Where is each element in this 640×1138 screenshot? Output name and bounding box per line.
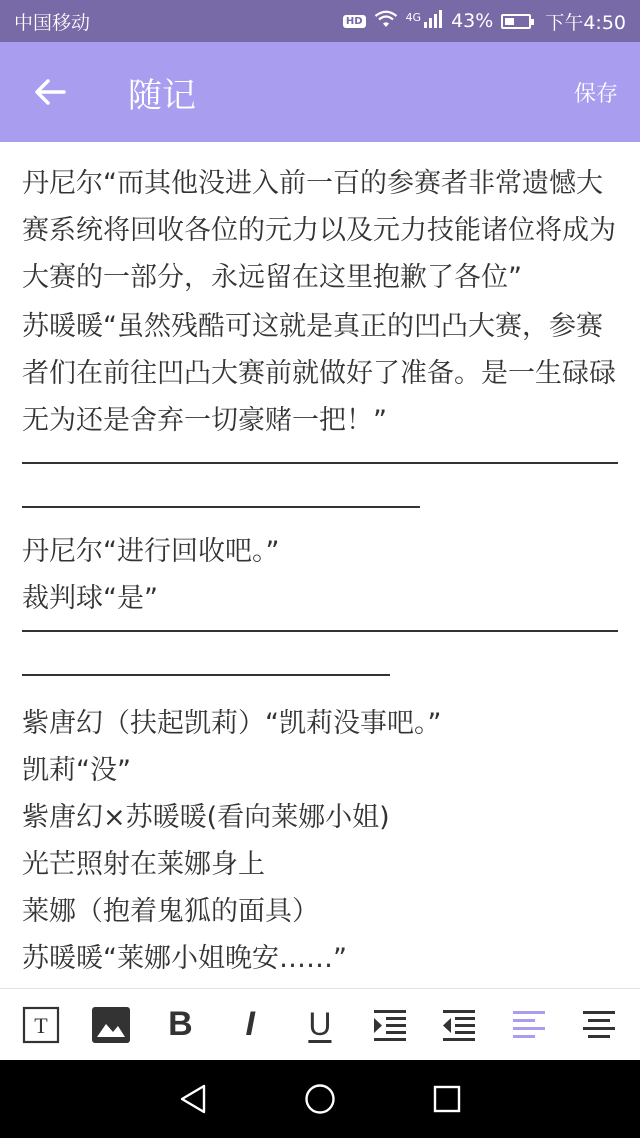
svg-text:T: T — [34, 1012, 48, 1038]
line-5: 紫唐幻（扶起凯莉）“凯莉没事吧。” — [22, 708, 442, 739]
align-left-icon — [512, 1010, 546, 1040]
indent-decrease-button[interactable] — [437, 1003, 481, 1047]
divider — [22, 630, 618, 632]
signal-icon — [423, 10, 443, 33]
image-icon — [91, 1006, 131, 1044]
bold-button[interactable] — [158, 1003, 202, 1047]
text-box-icon — [22, 1006, 60, 1044]
underline-button[interactable] — [298, 1003, 342, 1047]
save-button[interactable]: 保存 — [573, 81, 618, 107]
format-toolbar — [0, 988, 640, 1060]
system-nav-bar — [0, 1060, 640, 1138]
bold-icon: B — [168, 1005, 193, 1043]
indent-decrease-icon — [441, 1008, 477, 1042]
align-left-button[interactable] — [507, 1003, 551, 1047]
network-type-label: 4G — [405, 10, 422, 24]
italic-button[interactable] — [228, 1003, 272, 1047]
nav-home-button[interactable] — [295, 1074, 345, 1124]
triangle-back-icon — [178, 1083, 208, 1115]
carrier-label: 中国移动 — [14, 11, 91, 34]
indent-increase-icon — [372, 1008, 408, 1042]
arrow-left-icon — [34, 78, 66, 106]
line-9: 莱娜（抱着鬼狐的面具） — [22, 896, 319, 927]
insert-image-button[interactable] — [89, 1003, 133, 1047]
line-7: 紫唐幻×苏暖暖(看向莱娜小姐) — [22, 802, 390, 833]
note-editor[interactable] — [0, 142, 640, 988]
paragraph-2: 苏暖暖“虽然残酷可这就是真正的凹凸大赛，参赛者们在前往凹凸大赛前就做好了准备。是一生碌碌无为还是舍弃一切豪赌一把！” — [22, 311, 616, 436]
line-6: 凯莉“没” — [22, 755, 131, 786]
line-4: 裁判球“是” — [22, 583, 158, 614]
line-3: 丹尼尔“进行回收吧。” — [22, 536, 280, 567]
align-center-icon — [582, 1010, 616, 1040]
back-button[interactable] — [0, 42, 100, 142]
italic-icon: I — [245, 1005, 255, 1043]
page-title: 随记 — [128, 75, 196, 116]
line-8: 光芒照射在莱娜身上 — [22, 849, 265, 880]
clock: 下午4:50 — [545, 11, 626, 34]
square-recents-icon — [433, 1085, 461, 1113]
nav-back-button[interactable] — [168, 1074, 218, 1124]
divider — [22, 462, 618, 464]
align-center-button[interactable] — [577, 1003, 621, 1047]
circle-home-icon — [304, 1083, 336, 1115]
battery-icon — [501, 14, 531, 29]
underline-icon: U — [308, 1006, 332, 1042]
status-bar — [0, 0, 640, 42]
status-icons — [343, 8, 626, 35]
nav-recents-button[interactable] — [422, 1074, 472, 1124]
paragraph-1: 丹尼尔“而其他没进入前一百的参赛者非常遗憾大赛系统将回收各位的元力以及元力技能诸位将成为大赛的一部分，永远留在这里抱歉了各位” — [22, 168, 616, 293]
indent-increase-button[interactable] — [368, 1003, 412, 1047]
app-bar — [0, 42, 640, 142]
text-style-button[interactable] — [19, 1003, 63, 1047]
wifi-icon — [374, 10, 398, 33]
hd-icon: HD — [343, 15, 366, 28]
line-10: 苏暖暖“莱娜小姐晚安……” — [22, 943, 347, 974]
battery-percent: 43% — [451, 10, 494, 32]
